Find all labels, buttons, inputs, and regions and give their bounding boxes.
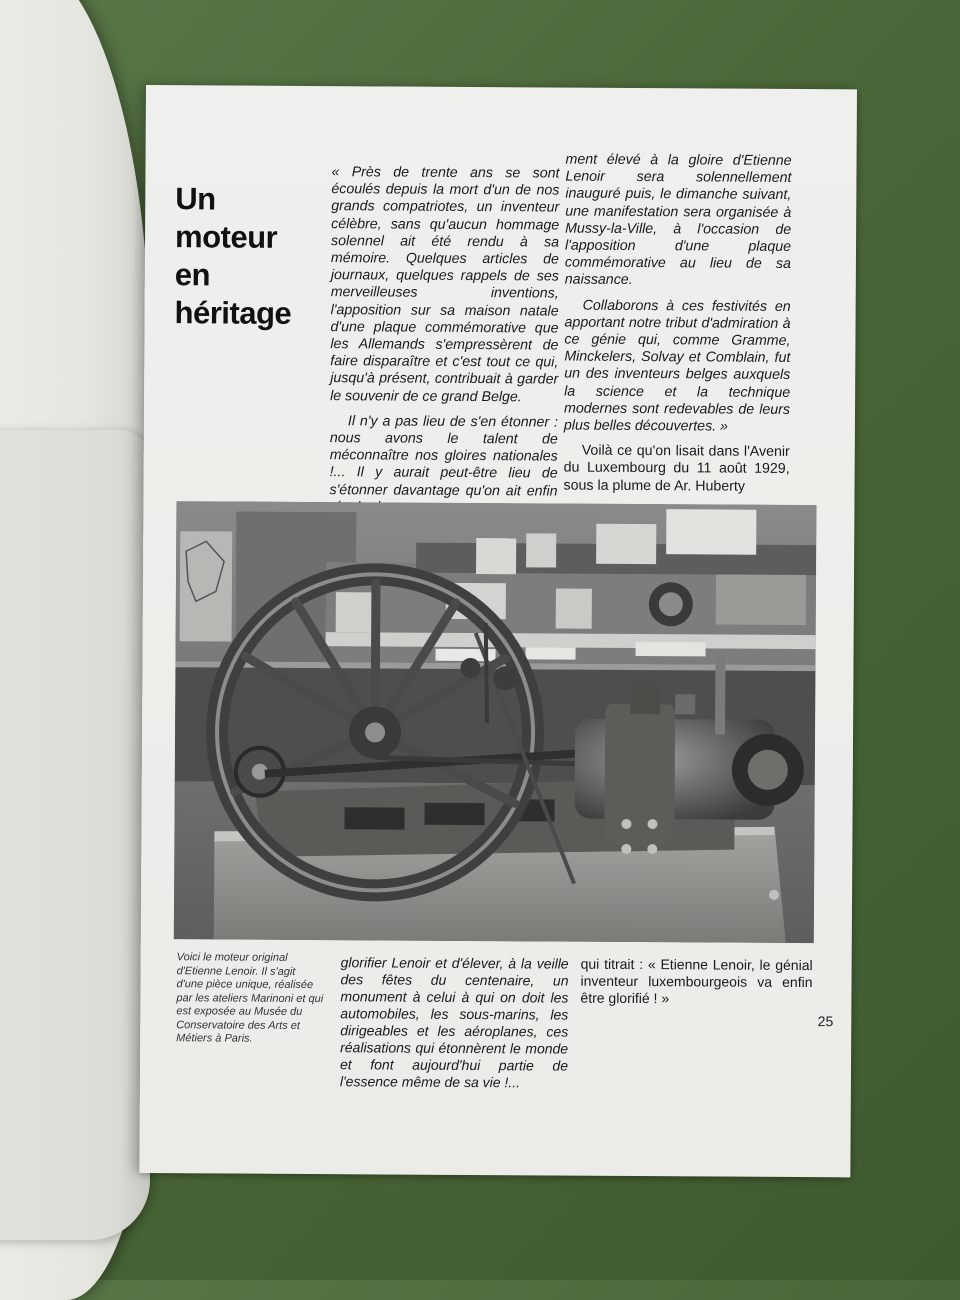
photo-caption: Voici le moteur original d'Etienne Lenoir. Il s'agit d'une pièce unique, réalisée par les ateliers Marinoni et qui est exposée au Musée du Conservatoire des Arts et Métiers à Paris. <box>176 951 324 1045</box>
page-number: 25 <box>817 1013 834 1030</box>
folded-page-edge <box>0 430 150 1240</box>
title-line-2: moteur <box>174 219 278 255</box>
quote-paragraph-1: « Près de trente ans se sont écoulés depuis la mort d'un de nos grands compatriotes, un inventeur célèbre, sans qu'aucun hommage solennel ait été rendu à sa mémoire. Quelques articles de journaux, quelques rappels de ses merveilleuses inventions, l'apposition sur sa maison natale d'une plaque commémorative que les Allemands s'empressèrent de faire disparaître et c'est tout ce qui, jusqu'à présent, contribuait à garder le souvenir de ce grand Belge. <box>330 164 560 405</box>
magazine-page <box>139 85 857 1177</box>
title-line-3: en <box>174 257 211 293</box>
title-line-4: héritage <box>174 295 292 331</box>
title-line-1: Un <box>175 181 216 217</box>
text-column-1 <box>329 164 559 525</box>
quote-paragraph-3: ment élevé à la gloire d'Etienne Lenoir sera solennellement inauguré puis, le dimanche suivant, une manifestation sera organisée à Mussy-la-Ville, à l'occasion de l'apposition d'une plaque commémorative au lieu de sa naissance. <box>564 151 792 289</box>
lenoir-engine-image <box>174 501 817 943</box>
bottom-text-column-2: qui titrait : « Etienne Lenoir, le génial inventeur luxembourgeois va enfin être glorifié ! » <box>580 955 813 1007</box>
article-title <box>174 180 315 333</box>
text-column-2 <box>563 152 791 504</box>
bottom-text-column-1: glorifier Lenoir et d'élever, à la veille des fêtes du centenaire, un monument à celui à qui on doit les automobiles, les sous-marins, les dirigeables et les aéroplanes, ces réalisations qui étonnèrent le monde et font aujourd'hui partie de l'essence même de sa vie !... <box>339 954 569 1091</box>
body-paragraph-1: Voilà ce qu'on lisait dans l'Avenir du Luxembourg du 11 août 1929, sous la plume de Ar. Huberty <box>563 442 790 495</box>
quote-paragraph-4: Collaborons à ces festivités en apportant notre tribut d'admiration à ce génie qui, comme Gramme, Minckelers, Solvay et Comblain, fut un des inventeurs belges auxquels la science et la technique modernes sont redevables de leurs plus belles découvertes. » <box>563 297 791 435</box>
quote-paragraph-2: Il n'y a pas lieu de s'en étonner : nous avons le talent de méconnaître nos gloires nationales !... Il y aurait peut-être lieu de s'étonner davantage qu'on ait enfin <box>329 413 558 500</box>
engine-photograph <box>174 501 817 943</box>
